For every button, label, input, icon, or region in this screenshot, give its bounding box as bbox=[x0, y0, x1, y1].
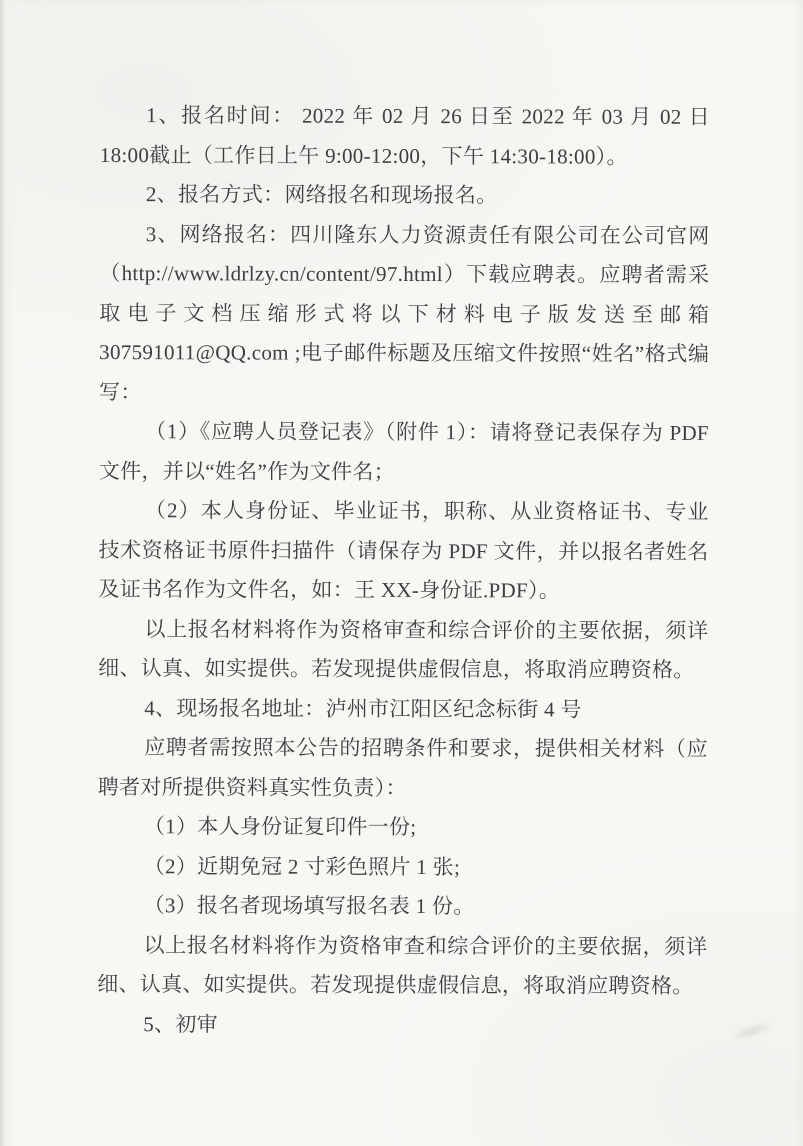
paragraph: 2、报名方式：网络报名和现场报名。 bbox=[145, 182, 498, 208]
paragraph: （1）《应聘人员登记表》（附件 1）：请将登记表保存为 PDF文件，并以“姓名”作为文件名； bbox=[98, 419, 709, 484]
paragraph: （2）近期免冠 2 寸彩色照片 1 张; bbox=[143, 853, 461, 879]
paragraph: 应聘者需按照本公告的招聘条件和要求，提供相关材料（应聘者对所提供资料真实性负责）： bbox=[97, 735, 708, 800]
paragraph: 1、报名时间： 2022 年 02 月 26 日至 2022 年 03 月 02 日 18:00截止（工作日上午 9:00-12:00，下午 14:30-18:00）。 bbox=[99, 103, 710, 169]
paragraph: 以上报名材料将作为资格审查和综合评价的主要依据，须详细、认真、如实提供。若发现提供虚假信息，将取消应聘资格。 bbox=[98, 616, 709, 682]
paragraph: （3）报名者现场填写报名表 1 份。 bbox=[143, 893, 475, 919]
paragraph: 3、网络报名：四川隆东人力资源责任有限公司在公司官网（http://www.ldrlzy.cn/content/97.html）下载应聘表。应聘者需采取电子文档压缩形式将以下材料电子版发送至邮箱 307591011@QQ.com ;电子邮件标题及压缩文件按照“姓名”格式编写： bbox=[99, 221, 710, 404]
document-body bbox=[97, 96, 710, 1046]
paragraph: 4、现场报名地址：泸州市江阳区纪念标街 4 号 bbox=[144, 695, 582, 722]
scan-smudge-artifact bbox=[728, 1017, 776, 1045]
paragraph: （1）本人身份证复印件一份; bbox=[143, 814, 417, 839]
paragraph: 以上报名材料将作为资格审查和综合评价的主要依据，须详细、认真、如实提供。若发现提供虚假信息，将取消应聘资格。 bbox=[97, 932, 708, 998]
paragraph: （2）本人身份证、毕业证书，职称、从业资格证书、专业技术资格证书原件扫描件（请保存为 PDF 文件，并以报名者姓名及证书名作为文件名，如：王 XX-身份证.PDF）。 bbox=[98, 498, 709, 603]
paragraph: 5、初审 bbox=[143, 1011, 219, 1036]
